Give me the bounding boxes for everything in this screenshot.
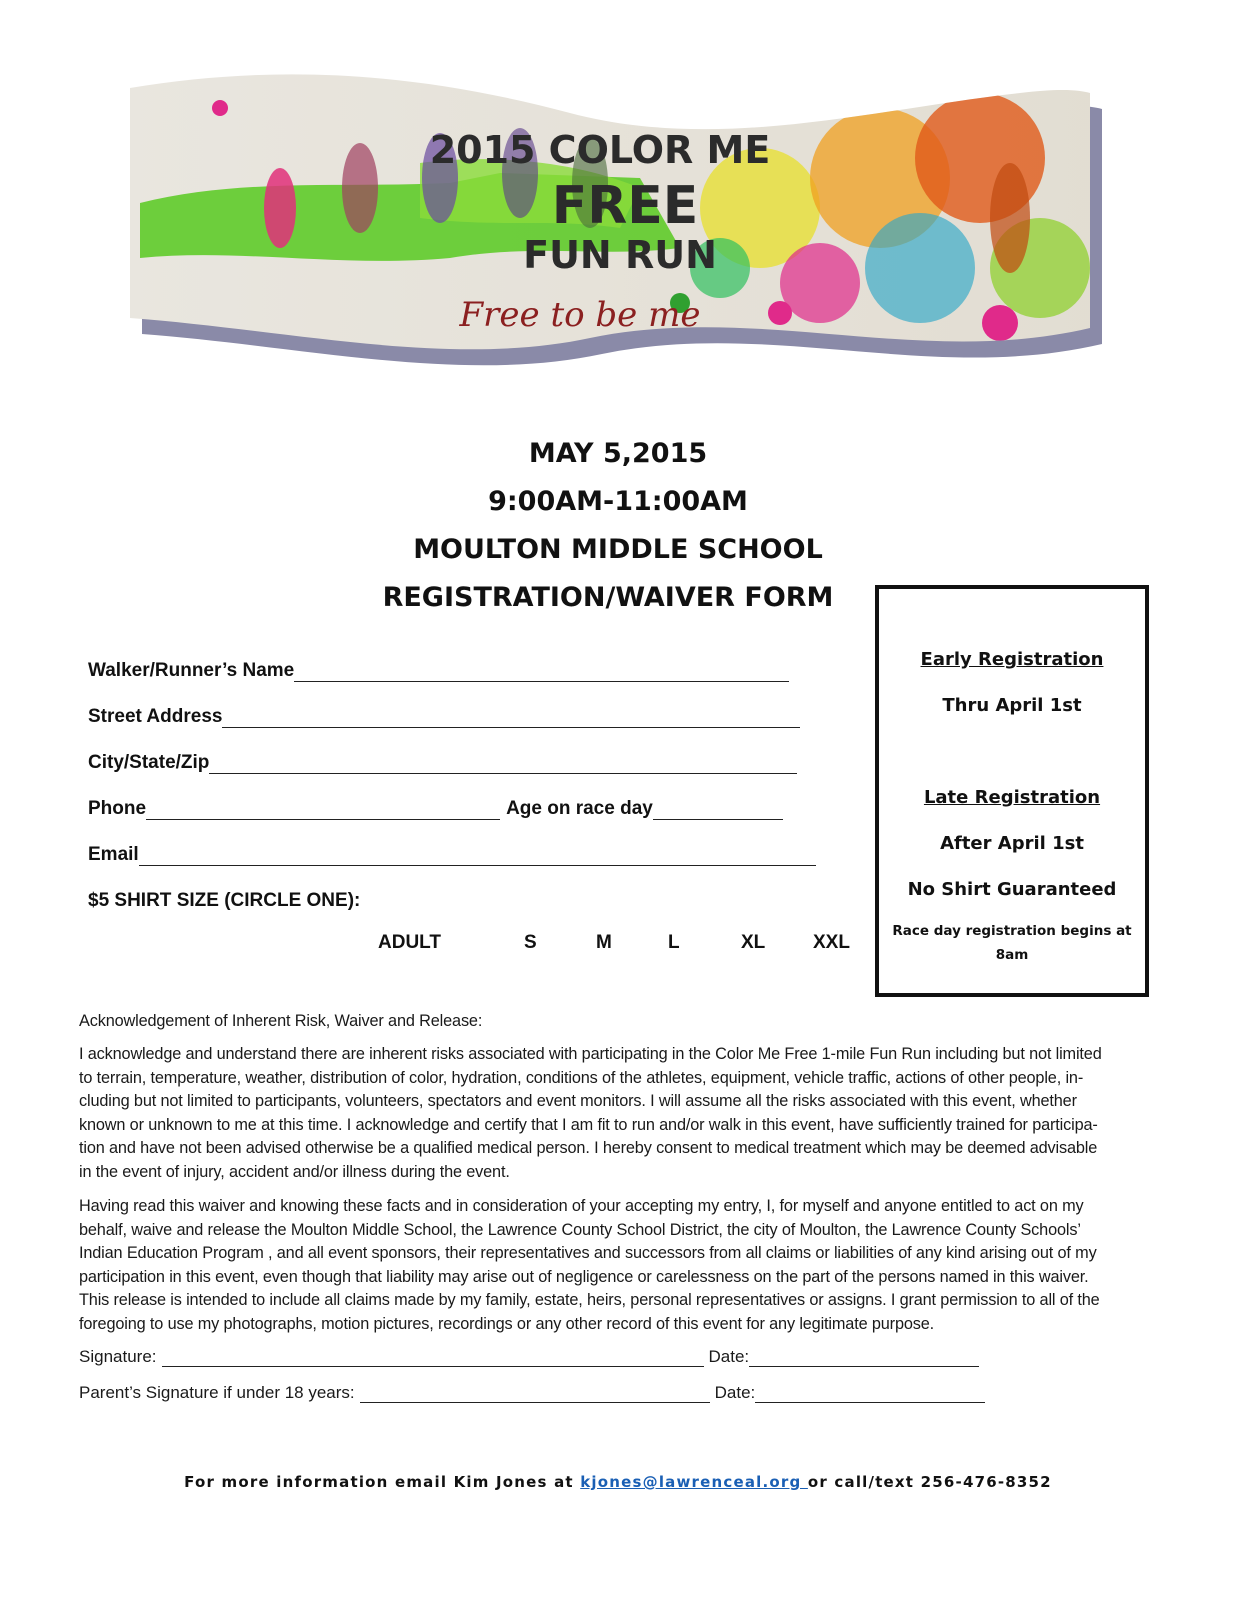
race-day-note-2: 8am [995,947,1029,963]
event-banner [120,68,1120,378]
shirt-size-xl[interactable]: XL [741,932,766,953]
waiver-p1-line: tion and have not been advised otherwise be a qualified medical person. I hereby consent to medical treatment which may be deemed advisable [79,1139,1098,1158]
no-shirt-note: No Shirt Guaranteed [907,879,1117,900]
banner-line1: 2015 COLOR ME [429,128,771,172]
shirt-size-m[interactable]: M [596,932,612,953]
parent-date-line[interactable] [755,1382,985,1403]
event-location: MOULTON MIDDLE SCHOOL [413,534,823,565]
waiver-p2-line: foregoing to use my photographs, motion pictures, recordings or any other record of this event for any legitimate purpose. [79,1314,935,1333]
date-line[interactable] [749,1346,979,1367]
banner-line2: FREE [551,176,699,236]
form-title: REGISTRATION/WAIVER FORM [382,582,834,613]
waiver-p2-line: This release is intended to include all claims made by my family, estate, heirs, personal representatives or assigns. I grant permission to all of the [79,1291,1100,1310]
waiver-p2-line: Having read this waiver and knowing these facts and in consideration of your accepting my entry, I, for myself and anyone entitled to act on my [79,1197,1084,1215]
phone-input-line[interactable] [146,797,500,820]
contact-footer [0,1473,1236,1491]
parent-signature-row[interactable] [79,1382,985,1403]
event-date: MAY 5,2015 [528,438,708,469]
shirt-size-l[interactable]: L [668,932,680,953]
early-registration-title: Early Registration [920,649,1104,670]
race-day-note-1: Race day registration begins at [892,923,1132,939]
signature-row[interactable] [79,1346,979,1367]
shirt-size-adult: ADULT [378,932,441,953]
address-label: Street Address [88,706,223,727]
signature-label: Signature: [79,1347,157,1366]
shirt-size-s[interactable]: S [524,932,537,953]
waiver-p2-line: Indian Education Program , and all event sponsors, their representatives and successors from all claims or liabilities of any kind arising out of my [79,1244,1097,1263]
phone-label: Phone [88,798,147,819]
address-input-line[interactable] [222,705,800,728]
shirt-size-label [88,882,360,912]
early-registration-date: Thru April 1st [942,695,1082,716]
date-label: Date: [708,1347,750,1366]
city-field[interactable] [88,744,797,774]
waiver-paragraph-2 [79,1195,1149,1337]
phone-field[interactable] [88,790,783,820]
shirt-size-text: $5 SHIRT SIZE (CIRCLE ONE): [88,890,361,911]
waiver-heading: Acknowledgement of Inherent Risk, Waiver and Release: [79,1012,483,1030]
late-registration-title: Late Registration [923,787,1101,808]
contact-email-link[interactable]: kjones@lawrenceal.org [580,1473,808,1491]
email-field[interactable] [88,836,816,866]
waiver-p2-line: participation in this event, even though that liability may arise out of negligence or carelessness on the part of the persons named in this waiver. [79,1267,1089,1286]
name-label: Walker/Runner’s Name [88,660,295,681]
registration-info-box [875,585,1149,997]
age-label: Age on race day [506,798,653,819]
parent-signature-line[interactable] [360,1382,710,1403]
age-input-line[interactable] [653,797,783,820]
name-input-line[interactable] [294,659,789,682]
banner-tagline: Free to be me [459,295,701,335]
city-label: City/State/Zip [88,752,210,773]
waiver-p1-line: known or unknown to me at this time. I acknowledge and certify that I am fit to run and/or walk in this event, have sufficiently trained for participa- [79,1115,1098,1134]
banner-line3: FUN RUN [523,233,717,277]
city-input-line[interactable] [209,751,797,774]
waiver-p2-line: behalf, waive and release the Moulton Middle School, the Lawrence County School District, the city of Moulton, the Lawrence County Schools’ [79,1220,1081,1239]
waiver-p1-line: I acknowledge and understand there are inherent risks associated with participating in the Color Me Free 1-mile Fun Run including but not limited [79,1045,1102,1063]
waiver-p1-line: cluding but not limited to participants, volunteers, spectators and event monitors. I will assume all the risks associated with this event, whether [79,1092,1077,1111]
name-field[interactable] [88,652,789,682]
waiver-p1-line: to terrain, temperature, weather, distribution of color, hydration, conditions of the athletes, equipment, vehicle traffic, actions of other people, in- [79,1068,1084,1087]
parent-date-label: Date: [714,1383,756,1402]
parent-signature-label: Parent’s Signature if under 18 years: [79,1383,355,1402]
email-input-line[interactable] [139,843,816,866]
waiver-paragraph-1 [79,1043,1149,1185]
footer-suffix: or call/text 256-476-8352 [807,1473,1052,1491]
signature-line[interactable] [162,1346,704,1367]
event-time: 9:00AM-11:00AM [488,486,748,517]
footer-prefix: For more information email Kim Jones at [184,1473,581,1491]
late-registration-date: After April 1st [940,833,1084,854]
waiver-p1-line: in the event of injury, accident and/or illness during the event. [79,1162,510,1181]
address-field[interactable] [88,698,800,728]
email-label: Email [88,844,139,865]
shirt-size-xxl[interactable]: XXL [813,932,850,953]
